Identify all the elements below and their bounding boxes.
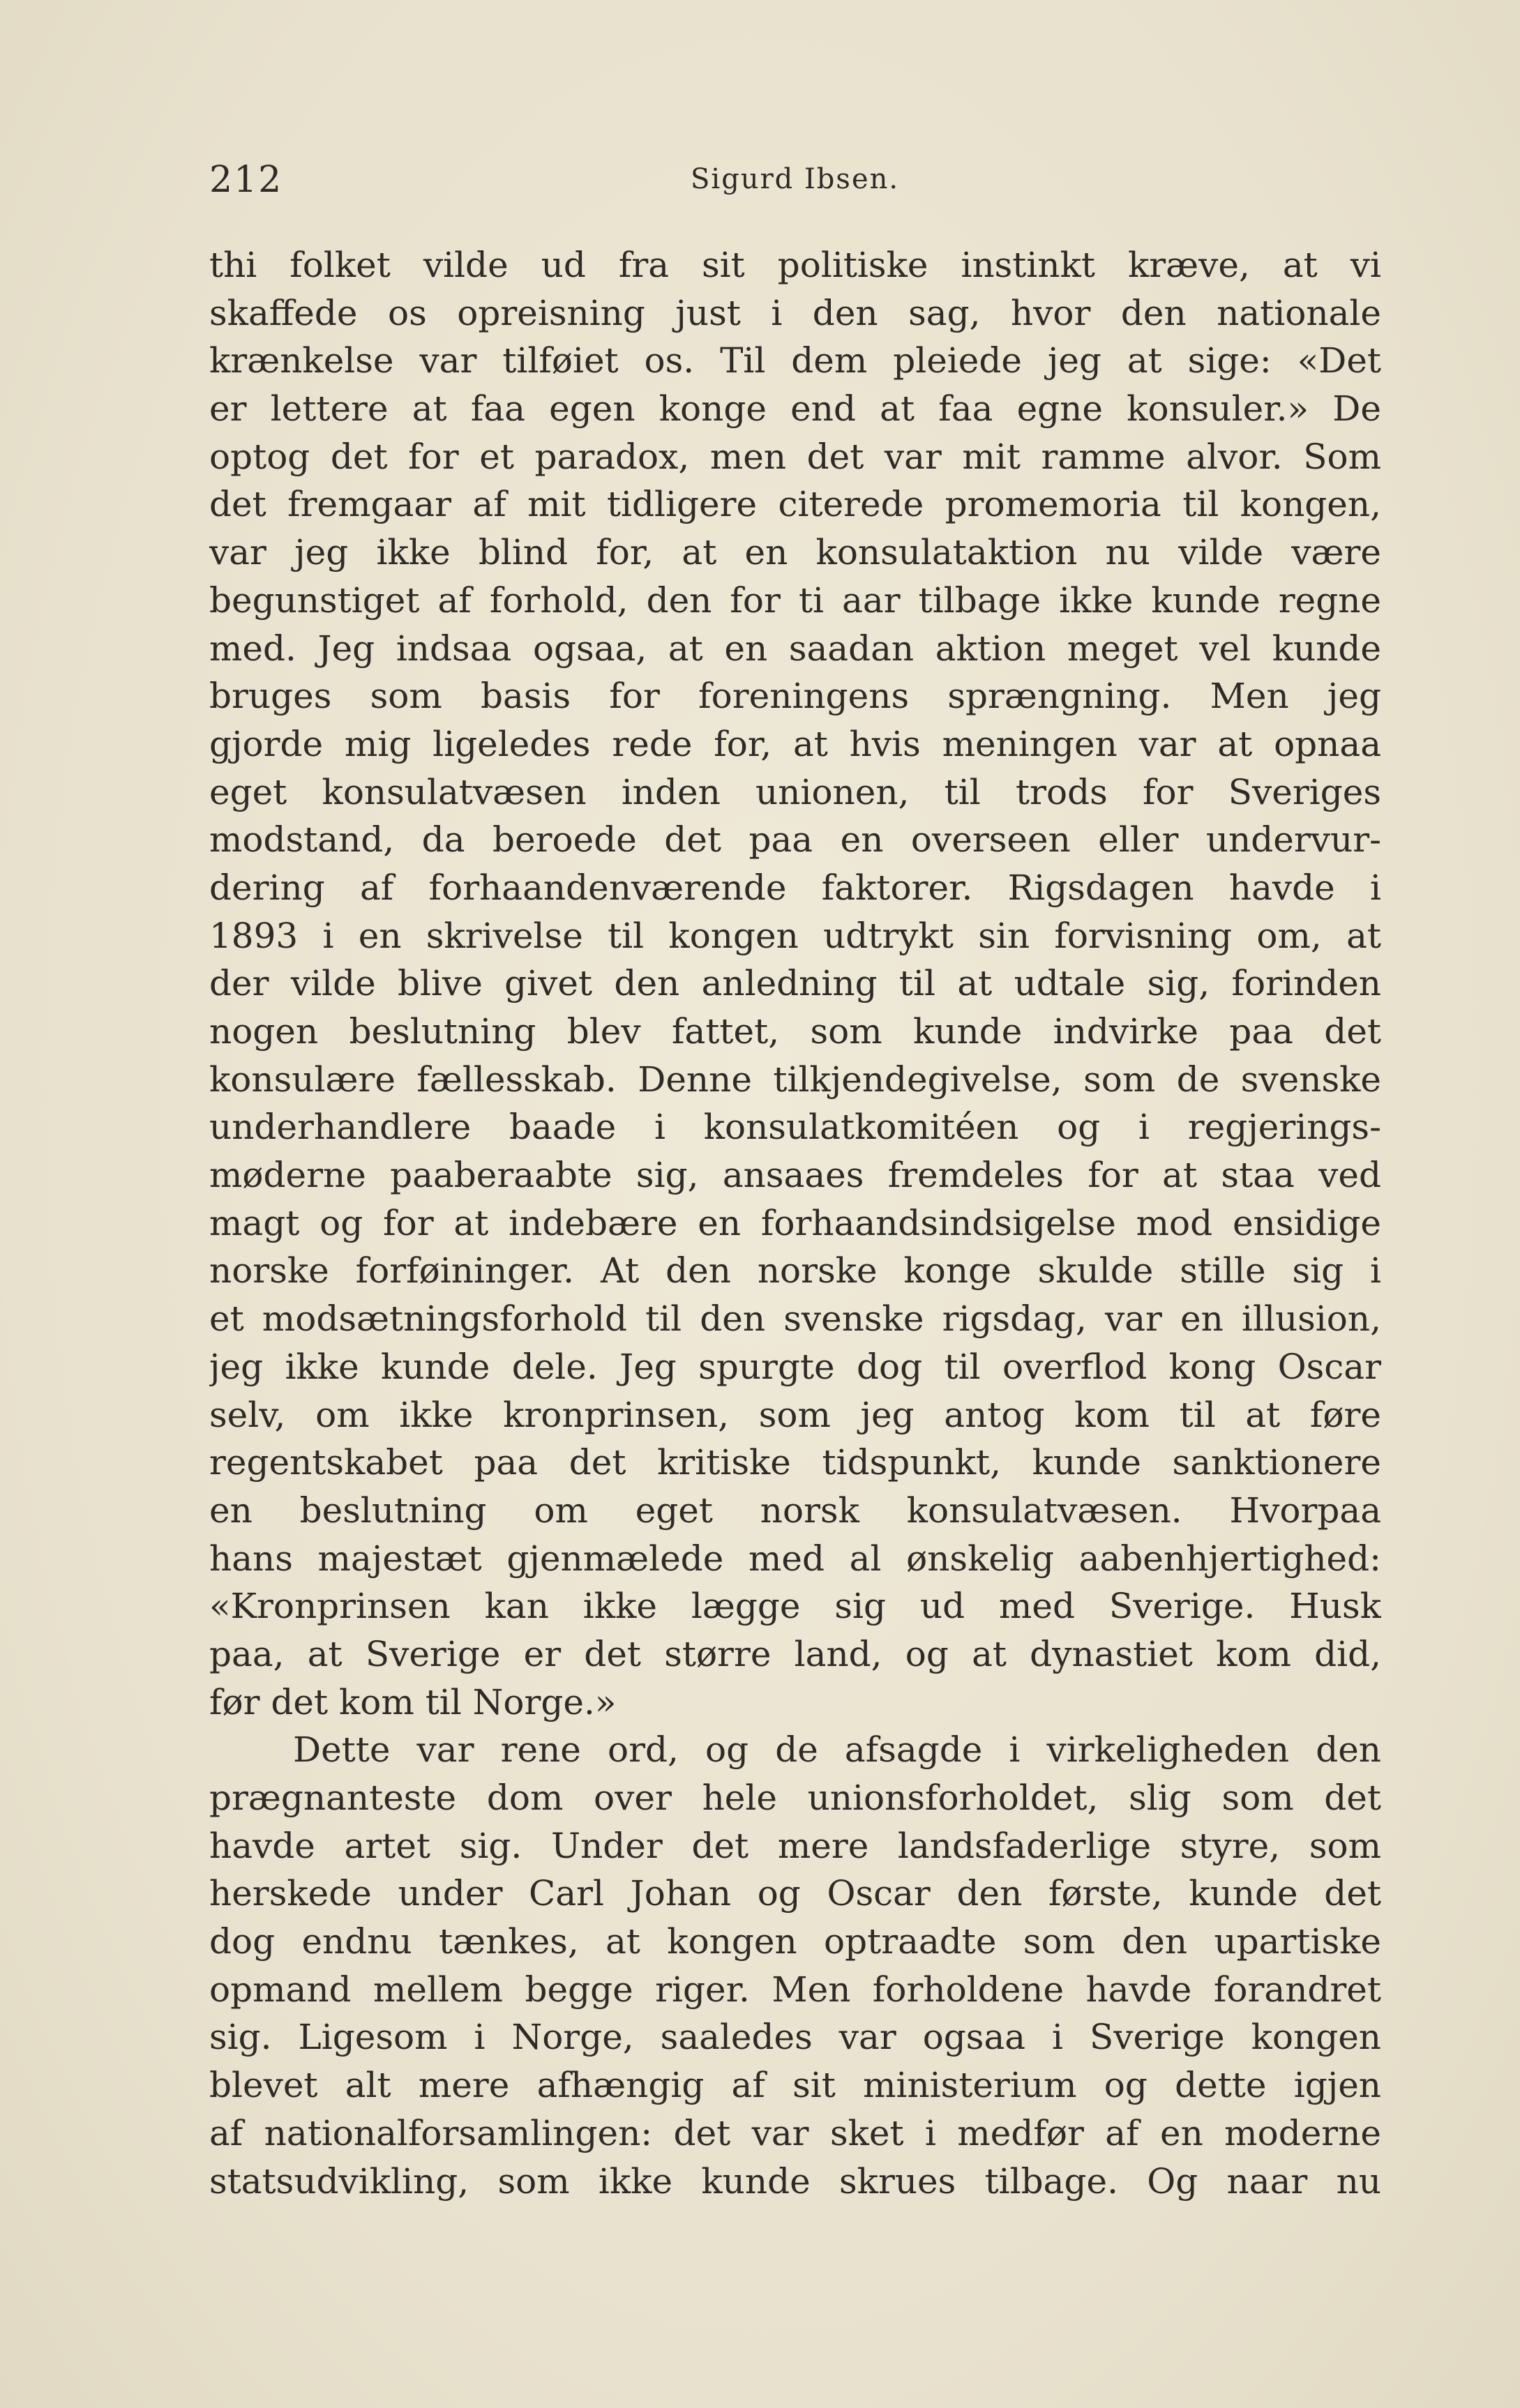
- text-line: dering af forhaandenværende faktorer. Rigsdagen havde i: [209, 867, 1381, 908]
- text-line: af nationalforsamlingen: det var sket i medfør af en moderne: [209, 2112, 1381, 2153]
- text-line: møderne paaberaabte sig, ansaaes fremdeles for at staa ved: [209, 1155, 1381, 1196]
- text-line: regentskabet paa det kritiske tidspunkt, kunde sanktionere: [209, 1442, 1381, 1483]
- text-line: paa, at Sverige er det større land, og at dynastiet kom did,: [209, 1633, 1381, 1674]
- text-line: dog endnu tænkes, at kongen optraadte som den upartiske: [209, 1921, 1381, 1962]
- text-line: havde artet sig. Under det mere landsfaderlige styre, som: [209, 1825, 1381, 1866]
- text-line: skaffede os opreisning just i den sag, hvor den nationale: [209, 292, 1381, 333]
- text-line: «Kronprinsen kan ikke lægge sig ud med Sverige. Husk: [209, 1586, 1381, 1627]
- text-line: prægnanteste dom over hele unionsforholdet, slig som det: [209, 1778, 1381, 1818]
- paragraph-2: [209, 1726, 1381, 2205]
- text-line: modstand, da beroede det paa en overseen eller undervur-: [209, 819, 1381, 861]
- text-line: det fremgaar af mit tidligere citerede promemoria til kongen,: [209, 484, 1381, 525]
- text-line: blevet alt mere afhængig af sit ministerium og dette igjen: [209, 2065, 1381, 2106]
- running-head: [0, 0, 1520, 223]
- text-line: nogen beslutning blev fattet, som kunde indvirke paa det: [209, 1011, 1381, 1052]
- text-line: begunstiget af forhold, den for ti aar tilbage ikke kunde regne: [209, 580, 1381, 621]
- text-line: konsulære fællesskab. Denne tilkjendegivelse, som de svenske: [209, 1059, 1381, 1100]
- text-line: gjorde mig ligeledes rede for, at hvis meningen var at opnaa: [209, 723, 1381, 764]
- text-line: jeg ikke kunde dele. Jeg spurgte dog til overflod kong Oscar: [209, 1346, 1381, 1387]
- text-line: er lettere at faa egen konge end at faa egne konsuler.» De: [209, 388, 1381, 430]
- text-line: eget konsulatvæsen inden unionen, til trods for Sveriges: [209, 771, 1381, 812]
- text-line: norske forføininger. At den norske konge skulde stille sig i: [209, 1250, 1381, 1292]
- text-line: der vilde blive givet den anledning til at udtale sig, forinden: [209, 963, 1381, 1004]
- text-line: krænkelse var tilføiet os. Til dem pleiede jeg at sige: «Det: [209, 340, 1381, 381]
- text-line: herskede under Carl Johan og Oscar den første, kunde det: [209, 1873, 1381, 1914]
- text-line: thi folket vilde ud fra sit politiske instinkt kræve, at vi: [209, 245, 1381, 285]
- text-line: statsudvikling, som ikke kunde skrues tilbage. Og naar nu: [209, 2160, 1381, 2202]
- text-line: en beslutning om eget norsk konsulatvæsen. Hvorpaa: [209, 1490, 1381, 1531]
- page-number: 212: [209, 159, 283, 201]
- text-line: selv, om ikke kronprinsen, som jeg antog kom til at føre: [209, 1394, 1381, 1435]
- text-line: optog det for et paradox, men det var mit ramme alvor. Som: [209, 436, 1381, 477]
- paragraph-1: [209, 241, 1381, 1726]
- text-line: sig. Ligesom i Norge, saaledes var ogsaa i Sverige kongen: [209, 2017, 1381, 2058]
- text-line: med. Jeg indsaa ogsaa, at en saadan aktion meget vel kunde: [209, 628, 1381, 669]
- running-title: Sigurd Ibsen.: [691, 163, 900, 195]
- text-line: var jeg ikke blind for, at en konsulataktion nu vilde være: [209, 532, 1381, 573]
- text-line: hans majestæt gjenmælede med al ønskelig aabenhjertighed:: [209, 1538, 1381, 1579]
- text-line: Dette var rene ord, og de afsagde i virkeligheden den: [293, 1729, 1381, 1771]
- text-line: før det kom til Norge.»: [209, 1681, 617, 1722]
- text-line: magt og for at indebære en forhaandsindsigelse mod ensidige: [209, 1202, 1381, 1243]
- text-line: 1893 i en skrivelse til kongen udtrykt sin forvisning om, at: [209, 915, 1381, 956]
- text-line: opmand mellem begge riger. Men forholdene havde forandret: [209, 1969, 1381, 2010]
- text-line: et modsætningsforhold til den svenske rigsdag, var en illusion,: [209, 1298, 1381, 1340]
- text-line: underhandlere baade i konsulatkomitéen og i regjerings-: [209, 1107, 1381, 1148]
- body-text: [209, 241, 1381, 2205]
- text-line: bruges som basis for foreningens sprængning. Men jeg: [209, 676, 1381, 717]
